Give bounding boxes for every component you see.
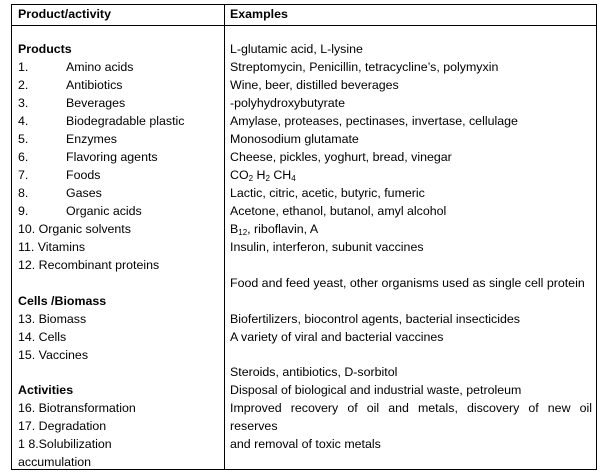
b12-text: B: [230, 222, 239, 236]
product-item: [18, 148, 158, 166]
header-examples: Examples: [230, 7, 288, 21]
product-item: [18, 112, 184, 130]
subscript: 4: [291, 174, 296, 183]
product-item: [18, 94, 125, 112]
example-text: and removal of toxic metals: [230, 437, 381, 451]
example-text: Streptomycin, Penicillin, tetracycline’s, polymyxin: [230, 60, 499, 74]
example-text: Disposal of biological and industrial waste, petroleum: [230, 383, 522, 397]
item-label: Amino acids: [66, 60, 134, 74]
example-text: Biofertilizers, biocontrol agents, bacterial insecticides: [230, 312, 520, 326]
subscript: 2: [248, 174, 254, 183]
item-number: 8.: [18, 186, 29, 200]
item-label: Enzymes: [66, 132, 117, 146]
activity-item: 17. Degradation: [18, 419, 107, 433]
column-divider: [224, 5, 225, 469]
item-label: Antibiotics: [66, 78, 123, 92]
item-number: 9.: [18, 204, 29, 218]
item-label: Beverages: [66, 96, 126, 110]
cells-item: 15. Vaccines: [18, 348, 89, 362]
example-text: Food and feed yeast, other organisms used as single cell protein: [230, 276, 585, 290]
co2-text: CO: [230, 168, 249, 182]
product-item: [18, 184, 102, 202]
example-text: Steroids, antibiotics, D-sorbitol: [230, 365, 398, 379]
item-label: Foods: [66, 168, 101, 182]
h2-text: H: [256, 168, 266, 182]
item-number: 3.: [18, 96, 29, 110]
example-text: Wine, beer, distilled beverages: [230, 78, 399, 92]
product-item: 12. Recombinant proteins: [18, 258, 160, 272]
activity-item: accumulation: [18, 455, 92, 469]
product-item: [18, 202, 142, 220]
header-product-activity: Product/activity: [18, 7, 111, 21]
products-heading: Products: [18, 42, 72, 56]
activity-item: 16. Biotransformation: [18, 401, 136, 415]
product-item: 11. Vitamins: [18, 240, 86, 254]
example-text: Cheese, pickles, yoghurt, bread, vinegar: [230, 150, 452, 164]
item-number: 2.: [18, 78, 29, 92]
vitamins-rest-text: , riboflavin, A: [247, 222, 319, 236]
subscript: 2: [265, 174, 270, 183]
example-text: Insulin, interferon, subunit vaccines: [230, 240, 424, 254]
item-label: Biodegradable plastic: [66, 114, 185, 128]
cells-item: 14. Cells: [18, 330, 67, 344]
activity-item: 1 8.Solubilization: [18, 437, 112, 451]
example-text: Amylase, proteases, pectinases, invertase, cellulage: [230, 114, 518, 128]
product-item: [18, 130, 117, 148]
product-item: [18, 166, 100, 184]
example-text: L-glutamic acid, L-lysine: [230, 42, 363, 56]
example-text: Acetone, ethanol, butanol, amyl alcohol: [230, 204, 447, 218]
item-number: 6.: [18, 150, 29, 164]
product-item: [18, 58, 134, 76]
item-number: 1.: [18, 60, 29, 74]
example-text: Monosodium glutamate: [230, 132, 359, 146]
item-number: 7.: [18, 168, 29, 182]
example-text: Lactic, citric, acetic, butyric, fumeric: [230, 186, 425, 200]
product-item: 10. Organic solvents: [18, 222, 131, 236]
ch4-text: CH: [273, 168, 292, 182]
item-label: Flavoring agents: [66, 150, 158, 164]
item-label: Gases: [66, 186, 102, 200]
example-text: -polyhydroxybutyrate: [230, 96, 346, 110]
item-number: 4.: [18, 114, 29, 128]
activities-heading: Activities: [18, 383, 74, 397]
example-text: A variety of viral and bacterial vaccines: [230, 330, 444, 344]
item-label: Organic acids: [66, 204, 142, 218]
subscript: 12: [238, 228, 248, 237]
cells-item: 13. Biomass: [18, 312, 87, 326]
cells-biomass-heading: Cells /Biomass: [18, 294, 107, 308]
item-number: 5.: [18, 132, 29, 146]
product-activity-table: [11, 4, 597, 470]
example-text-vitamins: [230, 220, 318, 238]
example-text: Improved recovery of oil and metals, discovery of new oil reserves: [230, 401, 592, 433]
example-text-gases: [230, 166, 296, 184]
product-item: [18, 76, 122, 94]
